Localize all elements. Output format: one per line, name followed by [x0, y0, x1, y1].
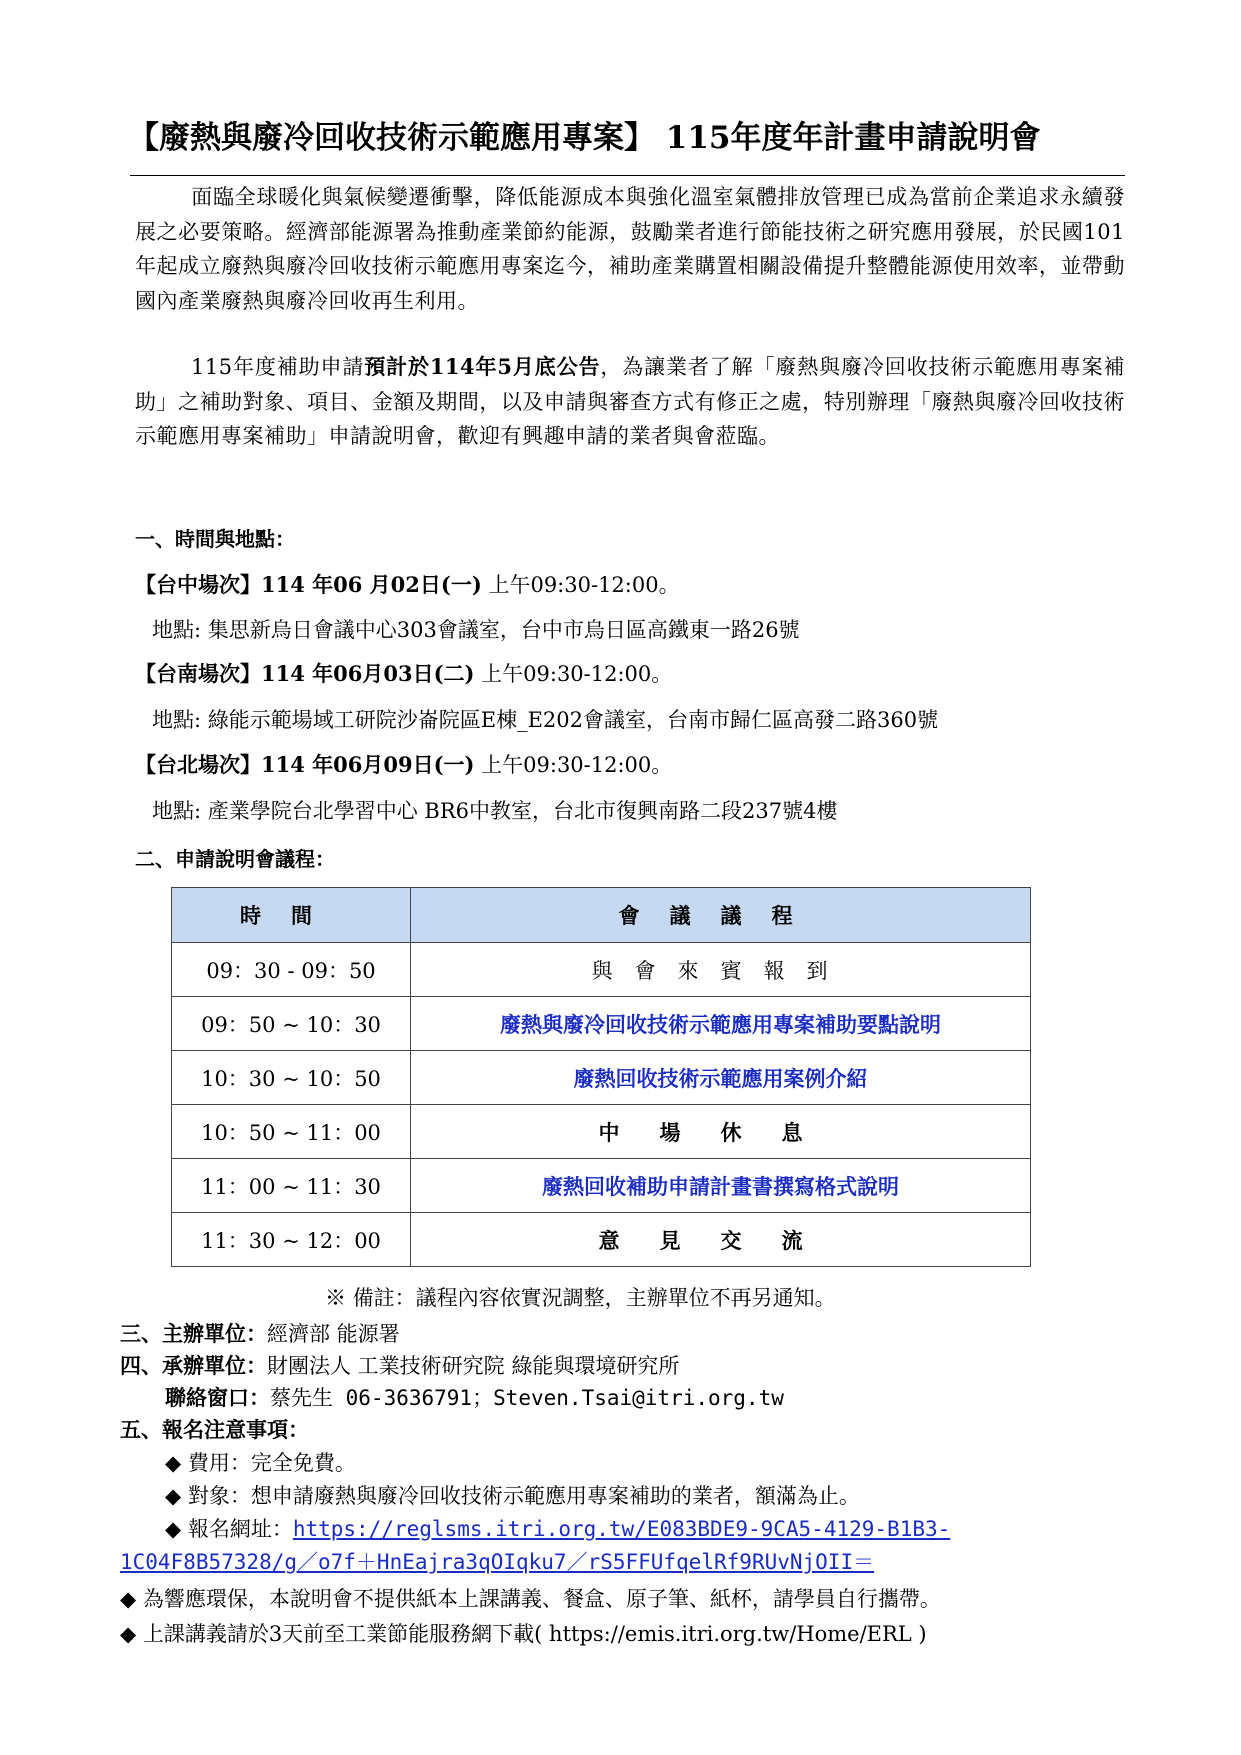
executor-line: [120, 1350, 679, 1380]
agenda-header-row: [172, 888, 1031, 943]
agenda-item: 與會來賓報到: [411, 943, 1031, 997]
agenda-header-program: 會議議程: [411, 888, 1031, 943]
session-tainan: [135, 658, 672, 688]
table-row: [172, 1105, 1031, 1159]
table-row: [172, 943, 1031, 997]
agenda-time: 09：50 ~ 10：30: [172, 997, 411, 1051]
session-name: 【台南場次】: [135, 661, 261, 686]
agenda-time: 11：00 ~ 11：30: [172, 1159, 411, 1213]
agenda-time: 11：30 ~ 12：00: [172, 1213, 411, 1267]
agenda-item: 廢熱回收技術示範應用案例介紹: [411, 1051, 1031, 1105]
agenda-item: 廢熱回收補助申請計畫書撰寫格式說明: [411, 1159, 1031, 1213]
organizer-line: [120, 1318, 400, 1348]
agenda-item: 意見交流: [411, 1213, 1031, 1267]
intro-paragraph-2-b: ，為讓業者了解「廢熱與廢冷回收技術示範應用專案補助」之補助對象、項目、金額及期間，以及申請與審查方式有修正之處，特別辦理「廢熱與廢冷回收技術示範應用專案補助」申請說明會，歡迎有興趣申請的業者與會蒞臨。: [135, 355, 1125, 448]
session-time: 上午09:30-12:00。: [481, 573, 680, 597]
agenda-time: 09：30 - 09：50: [172, 943, 411, 997]
location-tainan: 地點: 綠能示範場域工研院沙崙院區E棟_E202會議室，台南市歸仁區高發二路360號: [152, 708, 939, 732]
note-download: ◆ 上課講義請於3天前至工業節能服務網下載( https://emis.itri.org.tw/Home/ERL ): [120, 1622, 927, 1646]
section-time-location: 一、時間與地點：: [135, 527, 295, 551]
location-taichung: 地點: 集思新烏日會議中心303會議室，台中市烏日區高鐵東一路26號: [152, 618, 800, 642]
agenda-time: 10：30 ~ 10：50: [172, 1051, 411, 1105]
intro-paragraph-2: [135, 350, 1125, 454]
session-time: 上午09:30-12:00。: [474, 753, 673, 777]
table-row: [172, 997, 1031, 1051]
contact-label: 聯絡窗口：: [165, 1385, 270, 1410]
registration-label: 五、報名注意事項：: [120, 1417, 309, 1442]
note-eco: ◆ 為響應環保，本說明會不提供紙本上課講義、餐盒、原子筆、紙杯，請學員自行攜帶。: [120, 1587, 941, 1611]
agenda-item: 廢熱與廢冷回收技術示範應用專案補助要點說明: [411, 997, 1031, 1051]
registration-link[interactable]: https://reglsms.itri.org.tw/E083BDE9-9CA5-4129-B1B3-: [292, 1517, 951, 1541]
session-date: 114 年06 月02日(一): [261, 572, 482, 597]
note-fee: ◆ 費用：完全免費。: [165, 1451, 356, 1475]
agenda-header-time: 時間: [172, 888, 411, 943]
agenda-item: 中場休息: [411, 1105, 1031, 1159]
agenda-time: 10：50 ~ 11：00: [172, 1105, 411, 1159]
executor-label: 四、承辦單位：: [120, 1353, 267, 1378]
table-row: [172, 1213, 1031, 1267]
intro-paragraph-1: [135, 180, 1125, 318]
section-agenda: 二、申請說明會議程：: [135, 847, 335, 871]
organizer-label: 三、主辦單位：: [120, 1321, 267, 1346]
agenda-table: [171, 887, 1031, 1267]
intro-paragraph-1-text: 面臨全球暖化與氣候變遷衝擊，降低能源成本與強化溫室氣體排放管理已成為當前企業追求永續發展之必要策略。經濟部能源署為推動產業節約能源，鼓勵業者進行節能技術之研究應用發展，於民國101年起成立廢熱與廢冷回收技術示範應用專案迄今，補助產業購置相關設備提升整體能源使用效率，並帶動國內產業廢熱與廢冷回收再生利用。: [135, 185, 1125, 313]
note-target: ◆ 對象：想申請廢熱與廢冷回收技術示範應用專案補助的業者，額滿為止。: [165, 1484, 860, 1508]
agenda-note: ※ 備註：議程內容依實況調整，主辦單位不再另通知。: [325, 1286, 836, 1310]
session-date: 114 年06月09日(一): [261, 752, 475, 777]
session-date: 114 年06月03日(二): [261, 661, 475, 686]
session-name: 【台中場次】: [135, 572, 261, 597]
session-time: 上午09:30-12:00。: [474, 662, 673, 686]
executor-value: 財團法人 工業技術研究院 綠能與環境研究所: [267, 1354, 680, 1378]
contact-value: 蔡先生 06-3636791；Steven.Tsai@itri.org.tw: [270, 1386, 784, 1410]
table-row: [172, 1159, 1031, 1213]
intro-paragraph-2-a: 115年度補助申請: [191, 355, 365, 379]
page-title: 【廢熱與廢冷回收技術示範應用專案】 115年度年計畫申請說明會: [128, 120, 1041, 156]
registration-link-cont-text[interactable]: 1C04F8B57328/g／o7f＋HnEajra3qOIqku7／rS5FFUfqelRf9RUvNjOII＝: [120, 1550, 875, 1574]
announce-date: 預計於114年5月底公告: [364, 354, 601, 379]
session-taipei: [135, 749, 672, 779]
contact-line: [165, 1382, 784, 1412]
note-registration: [165, 1513, 950, 1543]
registration-url-label: ◆ 報名網址：: [165, 1517, 293, 1541]
location-taipei: 地點: 產業學院台北學習中心 BR6中教室，台北市復興南路二段237號4樓: [152, 799, 838, 823]
section-registration: [120, 1414, 309, 1444]
session-taichung: [135, 569, 680, 599]
title-divider: [130, 175, 1125, 176]
table-row: [172, 1051, 1031, 1105]
registration-link-cont: [120, 1546, 874, 1576]
session-name: 【台北場次】: [135, 752, 261, 777]
organizer-value: 經濟部 能源署: [267, 1322, 400, 1346]
